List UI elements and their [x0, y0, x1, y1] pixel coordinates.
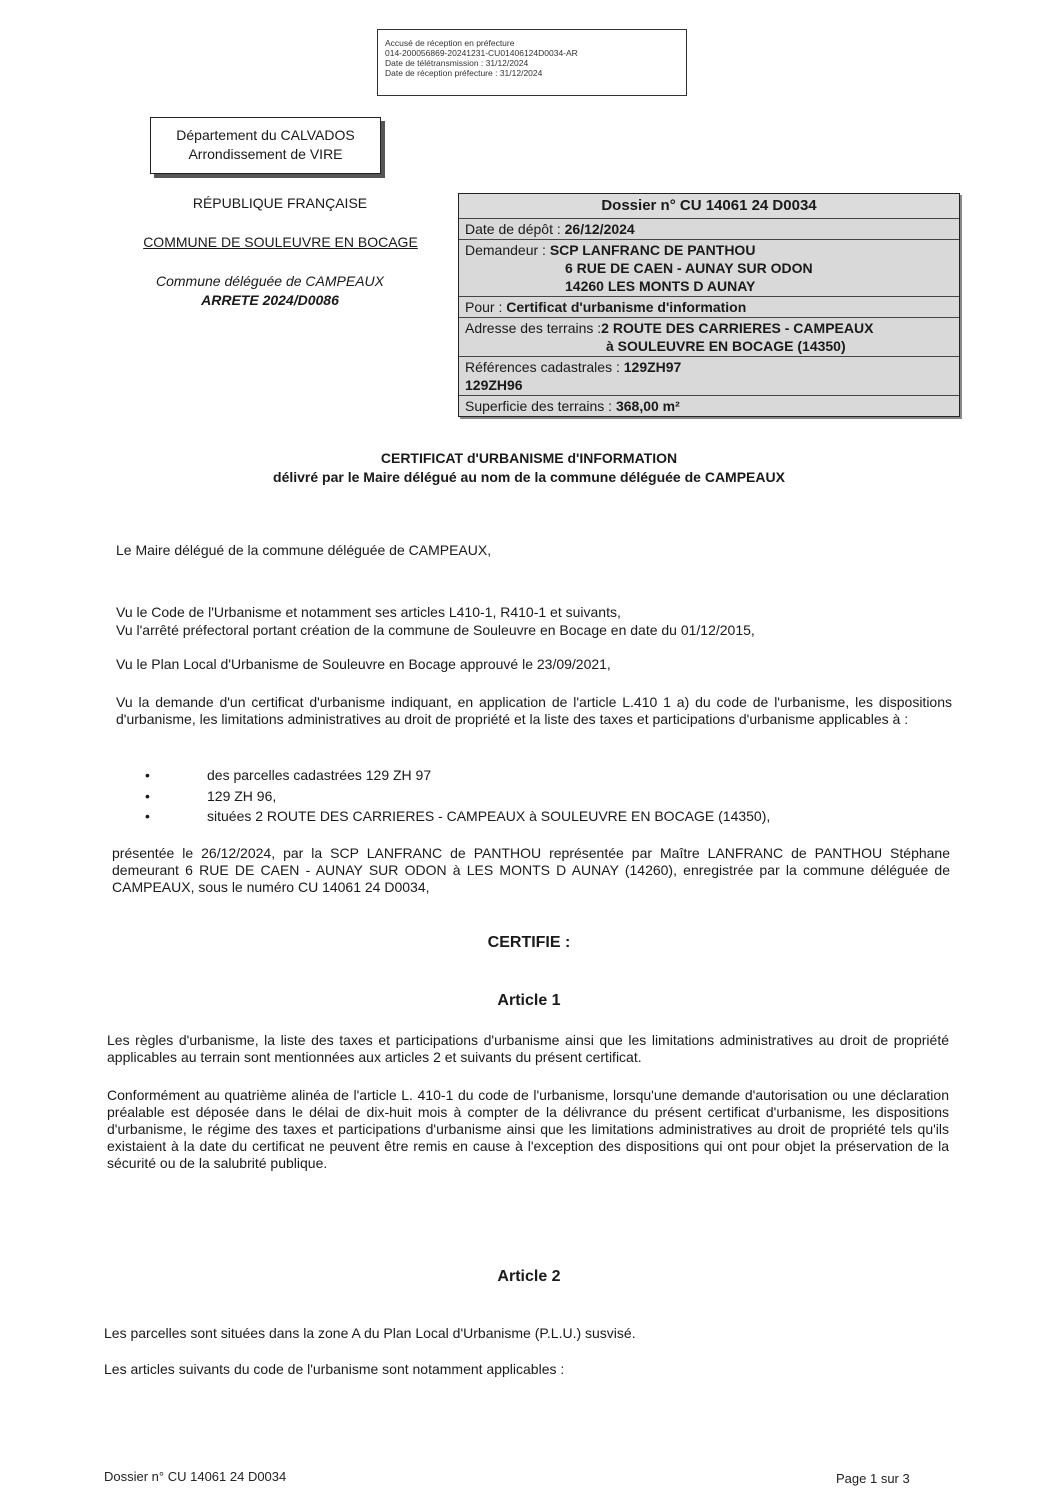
article-2-paragraph-1: Les parcelles sont situées dans la zone A du Plan Local d'Urbanisme (P.L.U.) susvisé.: [104, 1325, 636, 1341]
cadastral-ref-1: 129ZH97: [623, 359, 682, 375]
dossier-number: Dossier n° CU 14061 24 D0034: [459, 194, 959, 219]
receipt-line: Date de réception préfecture : 31/12/2024: [385, 68, 543, 78]
land-address-row: [459, 318, 959, 357]
mayor-line: Le Maire délégué de la commune déléguée de CAMPEAUX,: [116, 542, 492, 558]
considerant-1: Vu le Code de l'Urbanisme et notamment ses articles L410-1, R410-1 et suivants,: [116, 604, 621, 620]
bullet-item: des parcelles cadastrées 129 ZH 97: [207, 767, 432, 783]
deposit-label: Date de dépôt :: [465, 221, 565, 237]
area-row: [459, 396, 959, 416]
applicant-label: Demandeur :: [465, 242, 550, 258]
dossier-table: [458, 193, 960, 417]
purpose-row: [459, 297, 959, 318]
considerant-3: Vu le Plan Local d'Urbanisme de Souleuvre en Bocage approuvé le 23/09/2021,: [116, 656, 611, 672]
footer-page-number: Page 1 sur 3: [836, 1471, 910, 1486]
applicant-name: SCP LANFRANC DE PANTHOU: [549, 242, 756, 258]
receipt-line: 014-200056869-20241231-CU01406124D0034-AR: [385, 48, 578, 58]
applicant-address-2: 14260 LES MONTS D AUNAY: [565, 278, 756, 294]
certifie-heading: CERTIFIE :: [487, 934, 571, 951]
arrete-number: ARRETE 2024/D0086: [201, 292, 339, 308]
department-name: Département du CALVADOS: [176, 127, 355, 143]
bullet-marker: •: [145, 808, 150, 824]
cadastral-row: [459, 357, 959, 396]
delegated-commune-block: [120, 272, 420, 310]
bullet-item: situées 2 ROUTE DES CARRIERES - CAMPEAUX à SOULEUVRE EN BOCAGE (14350),: [207, 808, 771, 824]
prefecture-receipt-box: [377, 29, 687, 96]
applicant-row: [459, 240, 959, 297]
footer-dossier-number: Dossier n° CU 14061 24 D0034: [104, 1469, 287, 1484]
bullet-marker: •: [145, 767, 150, 783]
article-1-paragraph-1: Les règles d'urbanisme, la liste des taxes et participations d'urbanisme ainsi que les limitations administratives au droit de propriété applicables au terrain sont mentionnées aux articles 2 et suivants du présent certificat.: [107, 1032, 949, 1065]
commune-heading: COMMUNE DE SOULEUVRE EN BOCAGE: [143, 234, 418, 250]
bullet-item: 129 ZH 96,: [207, 788, 277, 804]
delegated-commune: Commune déléguée de CAMPEAUX: [155, 273, 384, 289]
certificate-title: CERTIFICAT d'URBANISME d'INFORMATION: [380, 450, 678, 466]
certificate-title-block: [0, 449, 1058, 487]
receipt-line: Date de télétransmission : 31/12/2024: [385, 58, 529, 68]
article-1-paragraph-2: Conformément au quatrième alinéa de l'article L. 410-1 du code de l'urbanisme, lorsqu'une demande d'autorisation ou une déclaration préalable est déposée dans le délai de dix-huit mois à compter de la délivrance du présent certificat d'urbanisme, les dispositions d'urbanisme, le régime des taxes et participations d'urbanisme ainsi que les limitations administratives au droit de propriété tels qu'ils existaient à la date du certificat ne peuvent être remis en cause à l'exception des dispositions qui ont pour objet la préservation de la sécurité ou de la salubrité publique.: [107, 1087, 949, 1171]
article-1-title: Article 1: [497, 992, 561, 1009]
considerant-4: Vu la demande d'un certificat d'urbanisme indiquant, en application de l'article L.410 1 a) du code de l'urbanisme, les dispositions d'urbanisme, les limitations administratives au droit de propriété et la liste des taxes et participations d'urbanisme applicables à :: [116, 694, 952, 727]
deposit-date-row: [459, 219, 959, 240]
purpose-value: Certificat d'urbanisme d'information: [506, 299, 747, 315]
purpose-label: Pour :: [465, 299, 507, 315]
presentation-paragraph: présentée le 26/12/2024, par la SCP LANFRANC de PANTHOU représentée par Maître LANFRANC de PANTHOU Stéphane demeurant 6 RUE DE CAEN - AUNAY SUR ODON à LES MONTS D AUNAY (14260), enregistrée par la commune déléguée de CAMPEAUX, sous le numéro CU 14061 24 D0034,: [112, 845, 950, 895]
land-address-1: 2 ROUTE DES CARRIERES - CAMPEAUX: [601, 320, 874, 336]
receipt-line: Accusé de réception en préfecture: [385, 38, 515, 48]
land-address-2: à SOULEUVRE EN BOCAGE (14350): [606, 338, 846, 354]
certificate-subtitle: délivré par le Maire délégué au nom de la commune déléguée de CAMPEAUX: [273, 469, 785, 485]
area-label: Superficie des terrains :: [465, 398, 616, 414]
bullet-marker: •: [145, 788, 150, 804]
cadastral-ref-2: 129ZH96: [465, 377, 523, 393]
considerant-2: Vu l'arrêté préfectoral portant création de la commune de Souleuvre en Bocage en date du 01/12/2015,: [116, 622, 755, 638]
republic-heading: RÉPUBLIQUE FRANÇAISE: [192, 195, 368, 211]
article-2-paragraph-2: Les articles suivants du code de l'urbanisme sont notamment applicables :: [104, 1361, 565, 1377]
deposit-value: 26/12/2024: [564, 221, 635, 237]
area-value: 368,00 m²: [615, 398, 680, 414]
land-address-label: Adresse des terrains :: [465, 320, 602, 336]
arrondissement-name: Arrondissement de VIRE: [188, 146, 343, 162]
applicant-address-1: 6 RUE DE CAEN - AUNAY SUR ODON: [565, 260, 813, 276]
department-box: [150, 117, 381, 174]
cadastral-label: Références cadastrales :: [465, 359, 624, 375]
article-2-title: Article 2: [497, 1268, 561, 1285]
